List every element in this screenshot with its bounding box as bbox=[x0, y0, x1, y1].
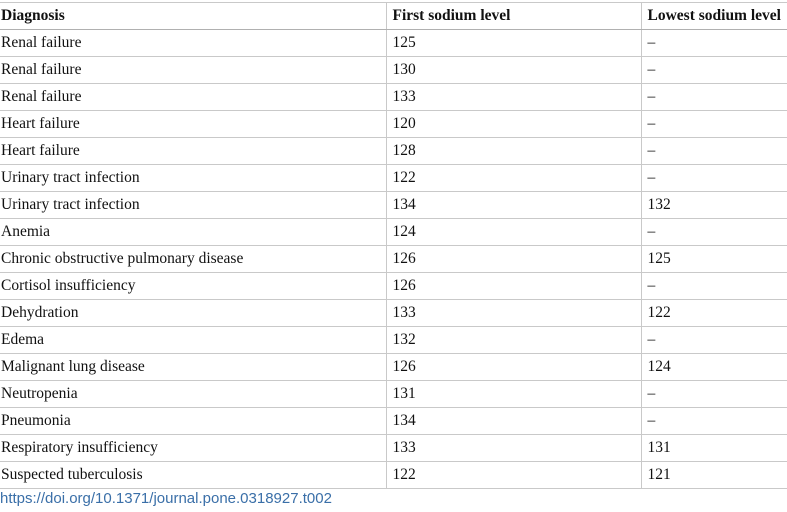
cell-diagnosis: Heart failure bbox=[0, 138, 386, 165]
header-first-sodium-level: First sodium level bbox=[386, 3, 641, 30]
table-row bbox=[0, 246, 787, 273]
cell-lowest-sodium-level: – bbox=[641, 381, 787, 408]
cell-diagnosis: Renal failure bbox=[0, 57, 386, 84]
cell-diagnosis: Edema bbox=[0, 327, 386, 354]
cell-lowest-sodium-level: – bbox=[641, 30, 787, 57]
doi-link[interactable]: https://doi.org/10.1371/journal.pone.0318927.t002 bbox=[0, 490, 332, 507]
cell-first-sodium-level: 133 bbox=[386, 84, 641, 111]
cell-first-sodium-level: 124 bbox=[386, 219, 641, 246]
cell-diagnosis: Urinary tract infection bbox=[0, 192, 386, 219]
table-row bbox=[0, 273, 787, 300]
table-header-row bbox=[0, 3, 787, 30]
sodium-levels-table bbox=[0, 2, 787, 489]
cell-lowest-sodium-level: – bbox=[641, 219, 787, 246]
cell-diagnosis: Malignant lung disease bbox=[0, 354, 386, 381]
cell-lowest-sodium-level: 121 bbox=[641, 462, 787, 489]
cell-first-sodium-level: 134 bbox=[386, 192, 641, 219]
cell-diagnosis: Respiratory insufficiency bbox=[0, 435, 386, 462]
cell-diagnosis: Dehydration bbox=[0, 300, 386, 327]
cell-lowest-sodium-level: – bbox=[641, 84, 787, 111]
cell-lowest-sodium-level: – bbox=[641, 165, 787, 192]
cell-lowest-sodium-level: 124 bbox=[641, 354, 787, 381]
table-row bbox=[0, 192, 787, 219]
cell-first-sodium-level: 126 bbox=[386, 273, 641, 300]
cell-lowest-sodium-level: – bbox=[641, 327, 787, 354]
table-row bbox=[0, 462, 787, 489]
cell-first-sodium-level: 122 bbox=[386, 165, 641, 192]
cell-diagnosis: Renal failure bbox=[0, 30, 386, 57]
table-row bbox=[0, 354, 787, 381]
cell-diagnosis: Anemia bbox=[0, 219, 386, 246]
cell-lowest-sodium-level: 125 bbox=[641, 246, 787, 273]
table-body bbox=[0, 30, 787, 489]
cell-first-sodium-level: 130 bbox=[386, 57, 641, 84]
cell-first-sodium-level: 126 bbox=[386, 354, 641, 381]
table-row bbox=[0, 300, 787, 327]
cell-first-sodium-level: 132 bbox=[386, 327, 641, 354]
table-row bbox=[0, 408, 787, 435]
cell-first-sodium-level: 133 bbox=[386, 300, 641, 327]
table-row bbox=[0, 30, 787, 57]
cell-lowest-sodium-level: 132 bbox=[641, 192, 787, 219]
table-row bbox=[0, 327, 787, 354]
cell-diagnosis: Chronic obstructive pulmonary disease bbox=[0, 246, 386, 273]
cell-first-sodium-level: 133 bbox=[386, 435, 641, 462]
table-row bbox=[0, 138, 787, 165]
cell-first-sodium-level: 134 bbox=[386, 408, 641, 435]
cell-first-sodium-level: 131 bbox=[386, 381, 641, 408]
cell-first-sodium-level: 128 bbox=[386, 138, 641, 165]
table-row bbox=[0, 219, 787, 246]
cell-lowest-sodium-level: – bbox=[641, 273, 787, 300]
cell-first-sodium-level: 120 bbox=[386, 111, 641, 138]
cell-first-sodium-level: 122 bbox=[386, 462, 641, 489]
table-row bbox=[0, 165, 787, 192]
cell-diagnosis: Neutropenia bbox=[0, 381, 386, 408]
cell-diagnosis: Suspected tuberculosis bbox=[0, 462, 386, 489]
cell-lowest-sodium-level: 131 bbox=[641, 435, 787, 462]
table-row bbox=[0, 381, 787, 408]
header-lowest-sodium-level: Lowest sodium level bbox=[641, 3, 787, 30]
cell-diagnosis: Cortisol insufficiency bbox=[0, 273, 386, 300]
cell-lowest-sodium-level: – bbox=[641, 408, 787, 435]
cell-first-sodium-level: 125 bbox=[386, 30, 641, 57]
cell-diagnosis: Urinary tract infection bbox=[0, 165, 386, 192]
cell-diagnosis: Heart failure bbox=[0, 111, 386, 138]
table-row bbox=[0, 57, 787, 84]
cell-diagnosis: Pneumonia bbox=[0, 408, 386, 435]
header-diagnosis: Diagnosis bbox=[0, 3, 386, 30]
cell-first-sodium-level: 126 bbox=[386, 246, 641, 273]
cell-lowest-sodium-level: – bbox=[641, 57, 787, 84]
table-row bbox=[0, 111, 787, 138]
table-row bbox=[0, 435, 787, 462]
data-table-container bbox=[0, 2, 787, 489]
cell-diagnosis: Renal failure bbox=[0, 84, 386, 111]
cell-lowest-sodium-level: – bbox=[641, 111, 787, 138]
cell-lowest-sodium-level: 122 bbox=[641, 300, 787, 327]
table-row bbox=[0, 84, 787, 111]
cell-lowest-sodium-level: – bbox=[641, 138, 787, 165]
